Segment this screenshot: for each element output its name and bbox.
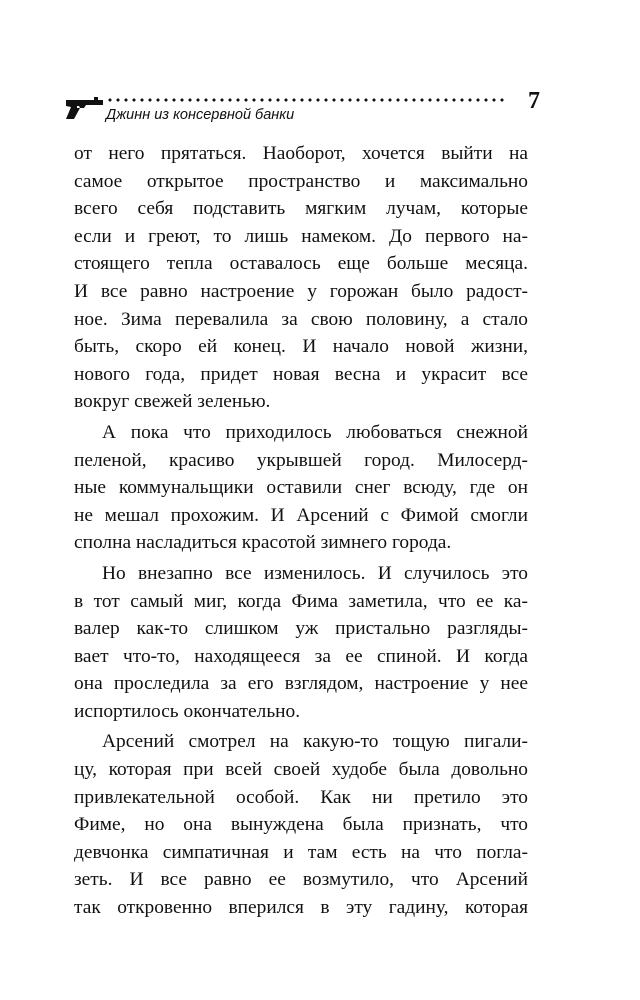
text-line: ное. Зима перевалила за свою половину, а стало (74, 308, 528, 330)
text-line: в тот самый миг, когда Фима заметила, что ее ка- (74, 590, 528, 612)
text-line: так откровенно вперился в эту гадину, которая (74, 897, 528, 919)
text-line: стоящего тепла оставалось еще больше месяца. (74, 253, 528, 275)
text-line: А пока что приходилось любоваться снежной (102, 421, 528, 443)
text-line: вокруг свежей зеленью. (74, 391, 271, 413)
paragraph (74, 560, 528, 726)
text-line: привлекательной особой. Как ни претило это (74, 786, 528, 808)
text-line: самое открытое пространство и максимально (74, 170, 528, 192)
text-line: Арсений смотрел на какую-то тощую пигали- (102, 731, 528, 753)
dotted-rule (106, 98, 506, 102)
text-line: она проследила за его взглядом, настроение у нее (74, 673, 528, 695)
text-line: испортилось окончательно. (74, 700, 301, 722)
text-line: пеленой, красиво укрывшей город. Милосерд- (74, 449, 528, 471)
text-line: вает что-то, находящееся за ее спиной. И когда (74, 645, 528, 667)
text-line: сполна насладиться красотой зимнего города. (74, 532, 452, 554)
text-line: быть, скоро ей конец. И начало новой жизни, (74, 336, 528, 358)
paragraph (74, 728, 528, 921)
text-line: Но внезапно все изменилось. И случилось это (102, 562, 528, 584)
text-line: если и греют, то лишь намеком. До первого на- (74, 225, 528, 247)
paragraph (74, 140, 528, 416)
text-line: от него прятаться. Наоборот, хочется выйти на (74, 143, 528, 164)
revolver-icon (64, 94, 104, 120)
text-line: нового года, придет новая весна и украсит все (74, 363, 528, 385)
page-number: 7 (528, 88, 540, 114)
text-line: И все равно настроение у горожан было радост- (74, 280, 528, 302)
text-line: ные коммунальщики оставили снег всюду, где он (74, 477, 528, 499)
text-line: зеть. И все равно ее возмутило, что Арсений (74, 869, 528, 891)
running-header (64, 90, 540, 130)
text-line: не мешал прохожим. И Арсений с Фимой смогли (74, 504, 528, 526)
body-text (74, 140, 528, 922)
paragraph (74, 419, 528, 557)
text-line: всего себя подставить мягким лучам, которые (74, 198, 528, 220)
running-title: Джинн из консервной банки (106, 107, 295, 123)
text-line: девчонка симпатичная и там есть на что погла- (74, 841, 528, 863)
text-line: валер как-то слишком уж пристально разгляды- (74, 618, 528, 640)
text-line: Фиме, но она вынуждена была признать, что (74, 814, 528, 836)
text-line: цу, которая при всей своей худобе была довольно (74, 759, 528, 781)
